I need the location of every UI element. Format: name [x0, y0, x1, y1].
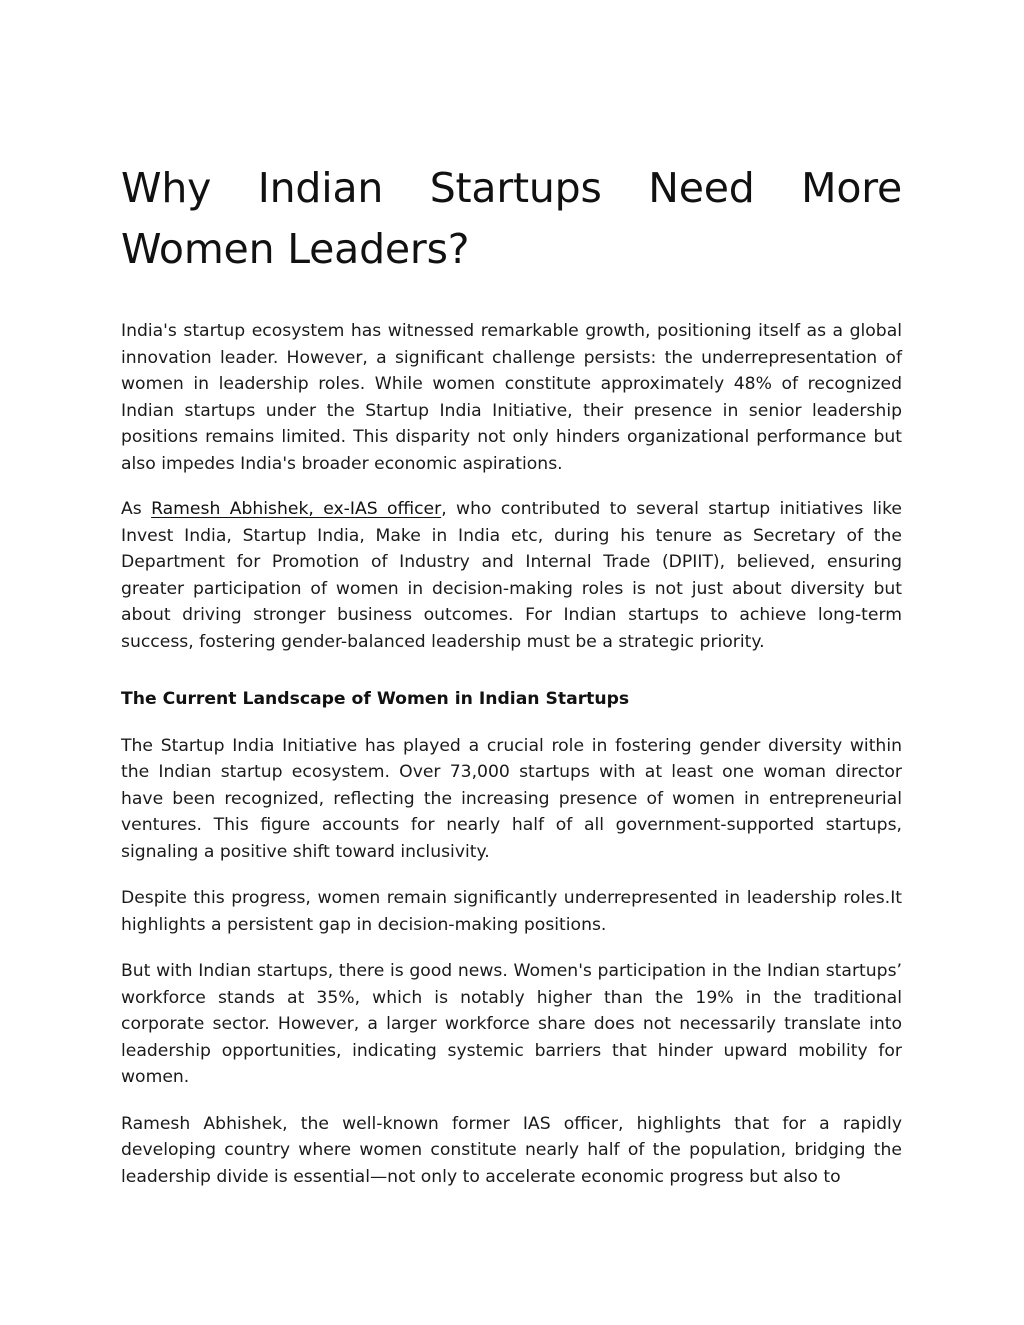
page-title: Why Indian Startups Need More Women Leaders? — [121, 164, 902, 273]
intro-paragraph: India's startup ecosystem has witnessed remarkable growth, positioning itself as a global innovation leader. However, a significant challenge persists: the underrepresentation of women in leadership roles. While women constitute approximately 48% of recognized Indian startups under the Startup India Initiative, their presence in senior leadership positions remains limited. This disparity not only hinders organizational performance but also impedes India's broader economic aspirations. — [121, 321, 902, 474]
document-page — [121, 158, 902, 1190]
ramesh-abhishek-link[interactable]: Ramesh Abhishek, ex-IAS officer — [151, 499, 442, 519]
section-heading: The Current Landscape of Women in Indian Startups — [121, 689, 630, 709]
progress-paragraph: Despite this progress, women remain significantly underrepresented in leadership roles.It highlights a persistent gap in decision-making positions. — [121, 888, 902, 935]
ramesh-abhishek-paragraph — [121, 496, 902, 655]
startup-india-paragraph: The Startup India Initiative has played a crucial role in fostering gender diversity within the Indian startup ecosystem. Over 73,000 startups with at least one woman director have been recognized, reflecting the increasing presence of women in entrepreneurial ventures. This figure accounts for nearly half of all government-supported startups, signaling a positive shift toward inclusivity. — [121, 735, 902, 862]
closing-paragraph: Ramesh Abhishek, the well-known former IAS officer, highlights that for a rapidly developing country where women constitute nearly half of the population, bridging the leadership divide is essential—not only to accelerate economic progress but also to — [121, 1113, 902, 1187]
workforce-paragraph: But with Indian startups, there is good news. Women's participation in the Indian startups’ workforce stands at 35%, which is notably higher than the 19% in the traditional corporate sector. However, a larger workforce share does not necessarily translate into leadership opportunities, indicating systemic barriers that hinder upward mobility for women. — [121, 961, 902, 1087]
paragraph-prefix: As — [121, 499, 152, 519]
paragraph-text: , who contributed to several startup initiatives like Invest India, Startup India, Make in India etc, during his tenure as Secretary of the Department for Promotion of Industry and Internal Trade (DPIIT), believed, ensuring greater participation of women in decision-making roles is not just about diversity but about driving stronger business outcomes. For Indian startups to achieve long-term success, fostering gender-balanced leadership must be a strategic priority. — [121, 499, 902, 652]
